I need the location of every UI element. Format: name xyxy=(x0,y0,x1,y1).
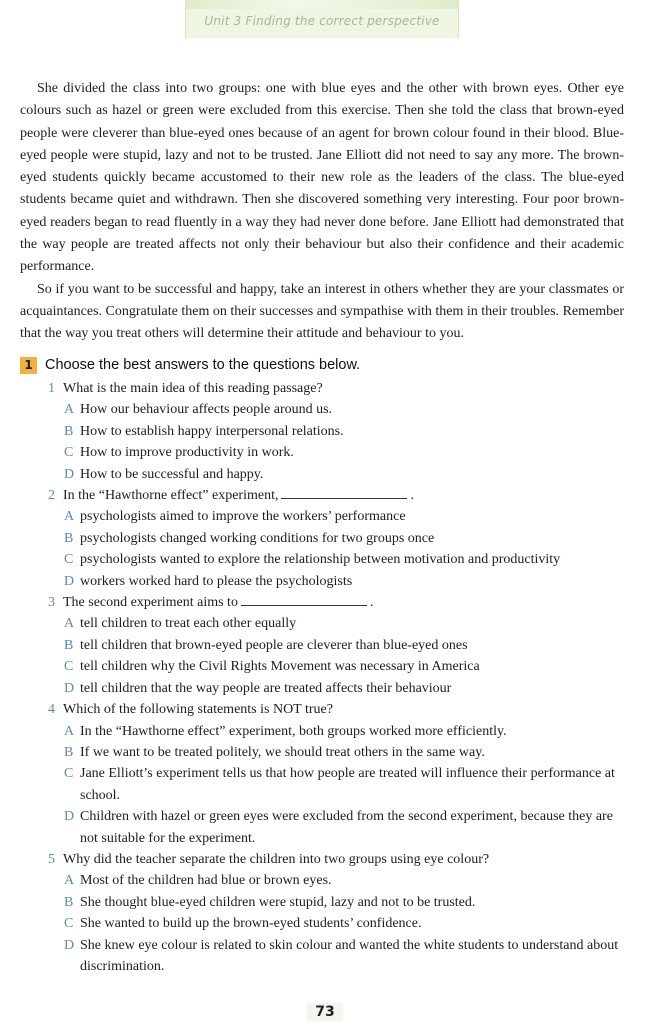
option-text: tell children to treat each other equally xyxy=(80,616,297,632)
answer-option[interactable] xyxy=(20,613,630,634)
answer-option[interactable] xyxy=(20,421,630,442)
option-letter: B xyxy=(64,637,74,653)
page-number xyxy=(0,1004,650,1020)
answer-option[interactable] xyxy=(20,935,630,978)
exercise-heading xyxy=(20,356,630,374)
answer-option[interactable] xyxy=(20,635,630,656)
option-text: She knew eye colour is related to skin colour and wanted the white students to understand about discrimination. xyxy=(80,937,619,974)
answer-option[interactable] xyxy=(20,721,630,742)
option-text: How our behaviour affects people around us. xyxy=(80,402,333,418)
option-text: psychologists wanted to explore the relationship between motivation and productivity xyxy=(80,552,561,568)
exercise-1 xyxy=(20,356,630,977)
question-text: The second experiment aims to xyxy=(63,595,238,611)
unit-title: Unit 3 Finding the correct perspective xyxy=(204,14,440,28)
unit-header-band xyxy=(185,0,459,38)
answer-option[interactable] xyxy=(20,806,630,849)
question-text-end: . xyxy=(369,595,374,611)
answer-option[interactable] xyxy=(20,763,630,806)
option-text: tell children why the Civil Rights Movement was necessary in America xyxy=(80,659,480,675)
question-2 xyxy=(20,485,630,592)
answer-option[interactable] xyxy=(20,656,630,677)
option-letter: B xyxy=(64,530,74,546)
option-letter: A xyxy=(64,616,75,632)
option-text: If we want to be treated politely, we should treat others in the same way. xyxy=(80,744,485,760)
option-letter: A xyxy=(64,873,75,889)
answer-option[interactable] xyxy=(20,528,630,549)
option-letter: C xyxy=(64,766,74,782)
answer-option[interactable] xyxy=(20,506,630,527)
answer-option[interactable] xyxy=(20,549,630,570)
option-letter: C xyxy=(64,445,74,461)
question-5 xyxy=(20,849,630,977)
option-text: How to be successful and happy. xyxy=(80,466,264,482)
passage-paragraph: So if you want to be successful and happy, take an interest in others whether they are your classmates or acquaintances. Congratulate them on their successes and sympathise with them in their troubles. Remember that the way you treat others will determine their attitude and behaviour to you. xyxy=(20,281,624,342)
option-letter: D xyxy=(64,466,75,482)
option-letter: B xyxy=(64,423,74,439)
option-letter: C xyxy=(64,552,74,568)
question-text: What is the main idea of this reading passage? xyxy=(63,381,323,396)
question-number: 1 xyxy=(48,381,55,396)
question-number: 4 xyxy=(48,702,55,718)
answer-option[interactable] xyxy=(20,870,630,891)
exercise-instruction: Choose the best answers to the questions below. xyxy=(45,357,361,373)
option-text: She wanted to build up the brown-eyed students’ confidence. xyxy=(80,916,422,932)
option-letter: A xyxy=(64,723,75,739)
option-text: How to improve productivity in work. xyxy=(80,445,294,461)
reading-passage xyxy=(20,78,624,346)
question-number: 3 xyxy=(48,595,55,611)
option-letter: D xyxy=(64,680,75,696)
option-letter: D xyxy=(64,573,75,589)
answer-option[interactable] xyxy=(20,892,630,913)
option-text: psychologists aimed to improve the workers’ performance xyxy=(80,509,406,525)
question-number: 5 xyxy=(48,851,55,867)
question-text: In the “Hawthorne effect” experiment, xyxy=(63,488,279,504)
option-letter: B xyxy=(64,894,74,910)
option-letter: C xyxy=(64,916,74,932)
exercise-number-badge: 1 xyxy=(20,357,37,374)
answer-option[interactable] xyxy=(20,399,630,420)
passage-paragraph: She divided the class into two groups: one with blue eyes and the other with brown eyes. Other eye colours such as hazel or green were excluded from this exercise. Then she told the class that brown-eyed people were cleverer than blue-eyed ones because of an agent for brown colour found in their blood. Blue-eyed people were stupid, lazy and not to be trusted. Jane Elliott did not need to say any more. The brown-eyed students quickly became accustomed to their new role as the leaders of the class. The blue-eyed students became quiet and withdrawn. Then she discovered something very interesting. Four poor brown-eyed readers began to read fluently in a way they had never done before. Jane Elliott had demonstrated that the way people are treated affects not only their behaviour but also their confidence and their academic performance. xyxy=(20,81,624,275)
question-stem xyxy=(20,485,630,506)
option-letter: D xyxy=(64,809,75,825)
question-text: Why did the teacher separate the children into two groups using eye colour? xyxy=(63,851,490,867)
question-stem xyxy=(20,592,630,613)
answer-option[interactable] xyxy=(20,742,630,763)
option-letter: A xyxy=(64,509,75,525)
question-stem xyxy=(20,378,630,399)
page-number-text: 73 xyxy=(307,1003,342,1021)
answer-option[interactable] xyxy=(20,442,630,463)
answer-blank[interactable] xyxy=(281,486,407,499)
option-text: workers worked hard to please the psychologists xyxy=(80,573,353,589)
option-letter: B xyxy=(64,744,74,760)
question-text-end: . xyxy=(410,488,414,504)
option-text: She thought blue-eyed children were stupid, lazy and not to be trusted. xyxy=(80,894,476,910)
option-text: Children with hazel or green eyes were excluded from the second experiment, because they are not suitable for the experiment. xyxy=(80,809,613,846)
question-text: Which of the following statements is NOT true? xyxy=(63,702,333,718)
answer-option[interactable] xyxy=(20,678,630,699)
option-text: Most of the children had blue or brown eyes. xyxy=(80,873,332,889)
header-decoration xyxy=(186,0,458,9)
option-text: tell children that the way people are treated affects their behaviour xyxy=(80,680,452,696)
question-3 xyxy=(20,592,630,699)
option-letter: C xyxy=(64,659,74,675)
question-list xyxy=(20,378,630,977)
option-text: Jane Elliott’s experiment tells us that how people are treated will influence their performance at school. xyxy=(80,766,615,803)
answer-option[interactable] xyxy=(20,913,630,934)
option-text: In the “Hawthorne effect” experiment, both groups worked more efficiently. xyxy=(80,723,507,739)
option-text: psychologists changed working conditions for two groups once xyxy=(80,530,435,546)
answer-option[interactable] xyxy=(20,464,630,485)
option-text: tell children that brown-eyed people are cleverer than blue-eyed ones xyxy=(80,637,468,653)
question-1 xyxy=(20,378,630,485)
question-stem xyxy=(20,849,630,870)
question-4 xyxy=(20,699,630,849)
option-letter: D xyxy=(64,937,75,953)
option-letter: A xyxy=(64,402,75,418)
question-number: 2 xyxy=(48,488,55,504)
answer-option[interactable] xyxy=(20,571,630,592)
answer-blank[interactable] xyxy=(241,593,367,606)
question-stem xyxy=(20,699,630,720)
option-text: How to establish happy interpersonal relations. xyxy=(80,423,344,439)
